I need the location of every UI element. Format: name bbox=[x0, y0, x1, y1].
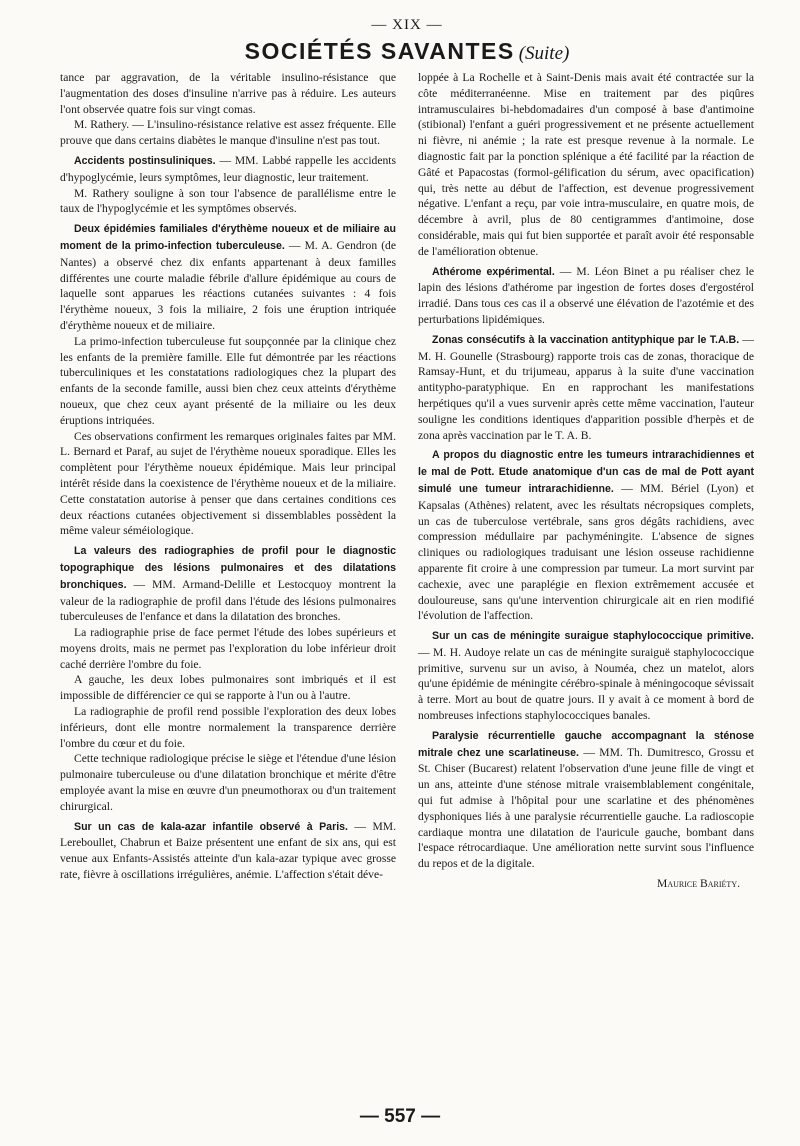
paragraph-text: La radiographie de profil rend possible l'exploration des deux lobes inférieurs, dont elle montre normalement la transparence derrière l'ombre du cœur et du foie. bbox=[60, 705, 396, 750]
author-signature: Maurice Bariéty. bbox=[657, 877, 740, 891]
paragraph-text: — MM. Th. Dumitresco, Grossu et St. Chiser (Bucarest) relatent l'observation d'une jeune fille de vingt et un ans, atteinte d'une sténose mitrale vraisemblablement congénitale, qui fut admise à l'hôpital pour une scarlatine et des phénomènes dysphoniques liés à une paralysie récurrentielle gauche. La radioscopie cardiaque montra une dilatation de l'auricule gauche, bombant dans l'espace rétrocardiaque. Une amélioration nette survint sous l'influence du repos et de la digitale. bbox=[418, 745, 755, 871]
paragraph bbox=[60, 153, 396, 186]
paragraph bbox=[60, 751, 396, 814]
paragraph bbox=[418, 332, 754, 444]
paragraph-heading: Zonas consécutifs à la vaccination antityphique par le T.A.B. bbox=[432, 333, 740, 346]
paragraph-heading: La valeurs des radiographies de profil pour le diagnostic topographique des lésions pulmonaires et des dilatations bronchiques. bbox=[60, 545, 396, 591]
paragraph-text: M. Rathery souligne à son tour l'absence de parallélisme entre le taux de l'hypoglycémie et les symptômes observés. bbox=[60, 186, 396, 216]
paragraph-text: — M. H. Audoye relate un cas de méningite suraiguë staphylococcique primitive, survenu sur un aviso, à Nouméa, chez un matelot, alors qu'une épidémie de méningite cérébro-spinale à méningocoque sévissait à terre. Mort au bout de quatre jours. Il y avait à ce moment à bord de nombreuses infections staphylococciques banales. bbox=[418, 645, 754, 723]
paragraph bbox=[60, 672, 396, 704]
roman-page-number: — XIX — bbox=[371, 17, 443, 33]
paragraph bbox=[60, 625, 396, 672]
paragraph-text: — MM. Lereboullet, Chabrun et Baize présentent une enfant de six ans, qui est venue aux Enfants-Assistés atteinte d'un kala-azar typique avec grosse rate, fièvre à oscillations irrégulières, anémie. L'affection s'était déve- bbox=[60, 819, 396, 882]
paragraph-heading: A propos du diagnostic entre les tumeurs intrarachidiennes et le mal de Pott. Etude anatomique d'un cas de mal de Pott ayant simulé une tumeur intrarachidienne. bbox=[418, 449, 754, 495]
paragraph-heading: Sur un cas de kala-azar infantile observé à Paris. bbox=[74, 820, 348, 833]
paragraph-heading: Athérome expérimental. bbox=[432, 265, 555, 278]
paragraph-text: Ces observations confirment les remarques originales faites par MM. L. Bernard et Paraf, au sujet de l'érythème noueux sporadique. Elles les complètent pour l'érythème noueux épidémique. Mais leur principal intérêt réside dans la coexistence de l'érythème noueux et de la miliaire. Cette constatation autorise à penser que dans certaines conditions ces deux réactions cutanées objectivement si dissemblables possèdent la même valeur séméiologique. bbox=[60, 429, 396, 538]
section-title bbox=[60, 36, 754, 66]
left-column bbox=[60, 70, 396, 892]
page-number: — 557 — bbox=[359, 1106, 441, 1127]
paragraph bbox=[60, 704, 396, 751]
paragraph bbox=[60, 334, 396, 429]
paragraph bbox=[60, 543, 396, 625]
paragraph-text: tance par aggravation, de la véritable insulino-résistance que l'augmentation des doses d'insuline n'arrive pas à réduire. Les auteurs l'ont observée quatre fois sur vingt comas. bbox=[60, 71, 396, 116]
paragraph bbox=[60, 221, 396, 334]
paragraph bbox=[60, 70, 396, 117]
paragraph-text: — MM. Labbé rappelle les accidents d'hypoglycémie, leurs symptômes, leur diagnostic, leur traitement. bbox=[60, 153, 397, 184]
paragraph bbox=[60, 186, 396, 218]
paragraph-text: — M. Léon Binet a pu réaliser chez le lapin des lésions d'athérome par ingestion de fortes doses d'ergostérol irradié. Dans tous ces cas il a observé une élévation de l'azotémie et des perturbations lipidémiques. bbox=[418, 264, 754, 326]
paragraph-text: — M. H. Gounelle (Strasbourg) rapporte trois cas de zonas, thoracique de Ramsay-Hunt, et du trijumeau, apparus à la suite d'une vaccination antitypho-paratyphique. En en rapprochant les manifestations herpétiques qu'il a vues survenir après cette même vaccination, l'auteur souligne les conditions identiques d'apparition possible d'herpès et de zona après vaccination par le T. A. B. bbox=[418, 332, 754, 442]
paragraph bbox=[60, 117, 396, 149]
paragraph-text: M. Rathery. — L'insulino-résistance relative est assez fréquente. Elle prouve que dans certains diabètes le manque d'insuline n'est pas tout. bbox=[60, 118, 396, 148]
paragraph-text: Cette technique radiologique précise le siège et l'étendue d'une lésion pulmonaire tuberculeuse ou d'une dilatation bronchique et mérite d'être employée avant la mise en œuvre d'un pneumothorax ou d'un traitement chirurgical. bbox=[60, 752, 396, 813]
paragraph bbox=[418, 264, 754, 328]
two-column-body bbox=[60, 70, 754, 892]
paragraph bbox=[60, 429, 396, 540]
paragraph-text: La radiographie prise de face permet l'étude des lobes supérieurs et moyens droits, mais ne permet pas l'exploration du lobe inférieur droit caché derrière l'ombre du foie. bbox=[60, 626, 396, 671]
paragraph bbox=[418, 728, 754, 872]
paragraph-heading: Accidents postinsuliniques. bbox=[74, 154, 216, 167]
paragraph-text: — MM. Bériel (Lyon) et Kapsalas (Athènes) relatent, avec les résultats nécropsiques complets, un cas de tuberculose vertébrale, sans gros dégâts rachidiens, avec compression médullaire par pachyméningite. L'absence de signes cliniques ou radiologiques traduisant une lésion osseuse rachidienne apparente fit croire à une compression par tumeur. La mort survint par cachexie, avec une paraplégie en flexion extrêmement accusée et douloureuse, sans qu'une intervention chirurgicale ait en rien modifié l'évolution de l'affection. bbox=[418, 481, 754, 623]
paragraph-text: A gauche, les deux lobes pulmonaires sont imbriqués et il est impossible de différencier ce qui se rapporte à l'un ou à l'autre. bbox=[60, 673, 396, 703]
paragraph bbox=[60, 819, 396, 883]
paragraph-text: — M. A. Gendron (de Nantes) a observé chez dix enfants appartenant à deux familles différentes une courte maladie fébrile d'allure épidémique au cours de laquelle sont apparues les réactions cutanées suivantes : 4 fois l'érythème noueux, 3 fois la miliaire, 2 fois une éruption intriquée d'érythème noueux et de miliaire. bbox=[60, 238, 396, 332]
section-title-suite: (Suite) bbox=[518, 43, 570, 64]
paragraph-text: — MM. Armand-Delille et Lestocquoy montrent la valeur de la radiographie de profil dans l'étude des lésions pulmonaires tuberculeuses de l'enfance et dans la dilatation des bronches. bbox=[60, 577, 396, 624]
right-column bbox=[418, 70, 754, 892]
section-title-main: SOCIÉTÉS SAVANTES bbox=[244, 38, 515, 64]
paragraph-heading: Sur un cas de méningite suraigue staphylococcique primitive. bbox=[432, 630, 754, 643]
paragraph-heading: Paralysie récurrentielle gauche accompagnant la sténose mitrale chez une scarlatineuse. bbox=[418, 729, 754, 759]
paragraph bbox=[418, 447, 754, 624]
paragraph-text: loppée à La Rochelle et à Saint-Denis mais avait été contractée sur la côte méditerranéenne. Mise en traitement par des piqûres intramusculaires bi-hebdomadaires d'un composé à base d'antimoine (stibional) l'enfant a guéri progressivement et ne présente actuellement ni fièvre, ni anémie ; la rate est presque revenue à la normale. Le diagnostic fait par la ponction splénique a été facilité par la réaction de Gâté et Papacostas (formol-gélification du sérum, avec opacification) qui, très nette au début de l'affection, est devenue progressivement négative. L'enfant a reçu, par voie intra-musculaire, en quatre mois, de décembre à avril, plus de 80 centigrammes d'antimoine, dose considérable, mais qui fut bien supportée et paraît avoir été responsable de l'amélioration obtenue. bbox=[418, 71, 754, 258]
paragraph-text: La primo-infection tuberculeuse fut soupçonnée par la clinique chez les enfants de la première famille. Elle fut démontrée par les réactions tuberculiniques et les constatations radiologiques chez la plupart des enfants de la seconde famille, aussi bien chez ceux atteints d'érythème noueux, que chez ceux ayant présenté de la miliaire ou les deux éruptions intriquées. bbox=[60, 334, 396, 427]
paragraph bbox=[418, 70, 754, 260]
paragraph-heading: Deux épidémies familiales d'érythème noueux et de miliaire au moment de la primo-infection tuberculeuse. bbox=[60, 223, 396, 252]
paragraph bbox=[418, 628, 754, 724]
